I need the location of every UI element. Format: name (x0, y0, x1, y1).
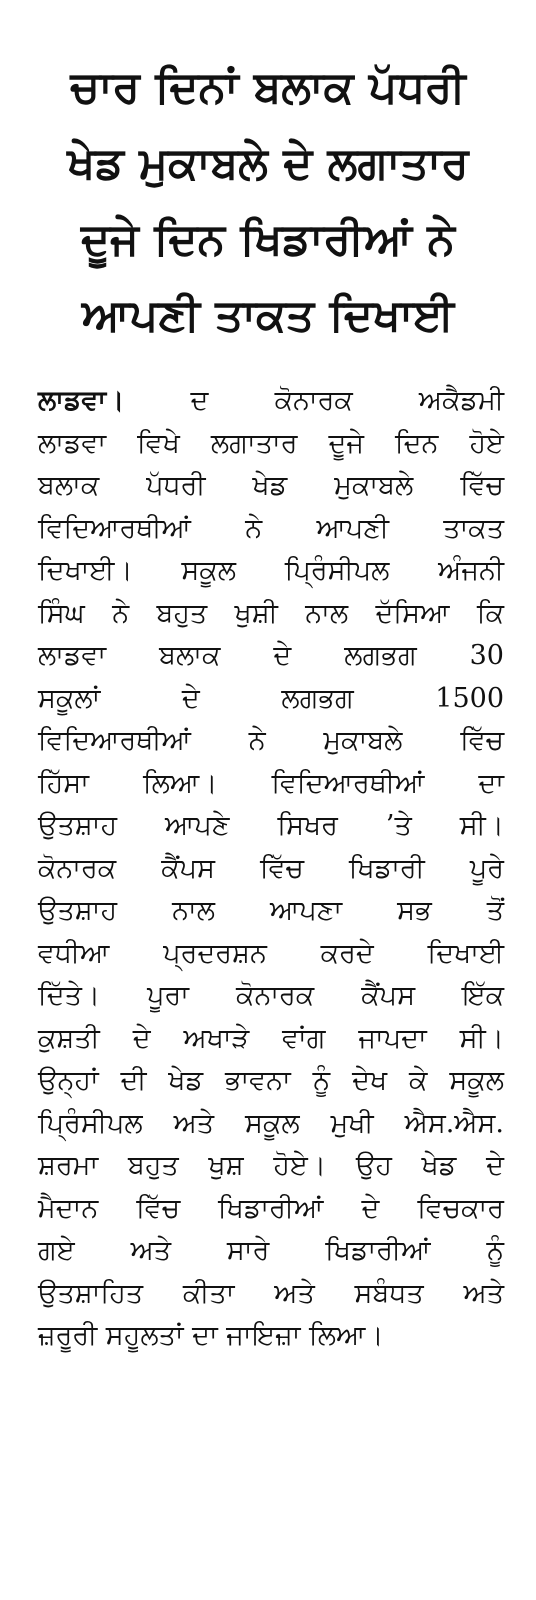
article-line: ਉਤਸ਼ਾਹਿਤ ਕੀਤਾ ਅਤੇ ਸਬੰਧਤ ਅਤੇ (38, 1277, 504, 1309)
article-line: ਉਤਸ਼ਾਹ ਆਪਣੇ ਸਿਖਰ ’ਤੇ ਸੀ। (38, 810, 504, 841)
article-line: ਸ਼ਰਮਾ ਬਹੁਤ ਖੁਸ਼ ਹੋਏ। ਉਹ ਖੇਡ ਦੇ (38, 1150, 504, 1181)
article-line: ਲਾਡਵਾ ਬਲਾਕ ਦੇ ਲਗਭਗ 30 (38, 640, 504, 671)
article-line: ਦਿੱਤੇ। ਪੂਰਾ ਕੋਨਾਰਕ ਕੈਂਪਸ ਇੱਕ (38, 980, 504, 1011)
article-line: ਲਾਡਵਾ ਵਿਖੇ ਲਗਾਤਾਰ ਦੂਜੇ ਦਿਨ ਹੋਏ (38, 427, 504, 459)
article-line: ਉਤਸ਼ਾਹ ਨਾਲ ਆਪਣਾ ਸਭ ਤੋਂ (38, 895, 504, 926)
article-line: ਦਿਖਾਈ। ਸਕੂਲ ਪ੍ਰਿੰਸੀਪਲ ਅੰਜਨੀ (38, 555, 504, 586)
headline-line: ਚਾਰ ਦਿਨਾਂ ਬਲਾਕ ਪੱਧਰੀ (70, 62, 466, 113)
article-line: ਸਕੂਲਾਂ ਦੇ ਲਗਭਗ 1500 (38, 682, 504, 714)
headline-line: ਖੇਡ ਮੁਕਾਬਲੇ ਦੇ ਲਗਾਤਾਰ (67, 138, 469, 189)
dateline: ਲਾਡਵਾ। (38, 385, 125, 416)
article-line: ਮੈਦਾਨ ਵਿੱਚ ਖਿਡਾਰੀਆਂ ਦੇ ਵਿਚਕਾਰ (38, 1192, 504, 1224)
article-line: ਹਿੱਸਾ ਲਿਆ। ਵਿਦਿਆਰਥੀਆਂ ਦਾ (38, 767, 504, 799)
article-line: ਵਿਦਿਆਰਥੀਆਂ ਨੇ ਆਪਣੀ ਤਾਕਤ (38, 512, 504, 544)
article-line: ਵਧੀਆ ਪ੍ਰਦਰਸ਼ਨ ਕਰਦੇ ਦਿਖਾਈ (38, 937, 504, 969)
article-line: ਜ਼ਰੂਰੀ ਸਹੂਲਤਾਂ ਦਾ ਜਾਇਜ਼ਾ ਲਿਆ। (38, 1320, 384, 1351)
article-line: ਕੁਸ਼ਤੀ ਦੇ ਅਖਾੜੇ ਵਾਂਗ ਜਾਪਦਾ ਸੀ। (38, 1022, 504, 1054)
article-body (38, 380, 504, 1358)
article-line: ਗਏ ਅਤੇ ਸਾਰੇ ਖਿਡਾਰੀਆਂ ਨੂੰ (38, 1235, 504, 1266)
headline-line: ਆਪਣੀ ਤਾਕਤ ਦਿਖਾਈ (81, 290, 455, 341)
article-line-text: ਦ ਕੋਨਾਰਕ ਅਕੈਡਮੀ (124, 385, 504, 416)
article-line: ਪ੍ਰਿੰਸੀਪਲ ਅਤੇ ਸਕੂਲ ਮੁਖੀ ਐਸ.ਐਸ. (38, 1107, 504, 1139)
article-line: ਸਿੰਘ ਨੇ ਬਹੁਤ ਖੁਸ਼ੀ ਨਾਲ ਦੱਸਿਆ ਕਿ (38, 597, 504, 629)
article-line: ਕੋਨਾਰਕ ਕੈਂਪਸ ਵਿੱਚ ਖਿਡਾਰੀ ਪੂਰੇ (38, 852, 504, 884)
article-line: ਵਿਦਿਆਰਥੀਆਂ ਨੇ ਮੁਕਾਬਲੇ ਵਿੱਚ (38, 725, 504, 756)
headline (24, 50, 512, 354)
article-line: ਉਨ੍ਹਾਂ ਦੀ ਖੇਡ ਭਾਵਨਾ ਨੂੰ ਦੇਖ ਕੇ ਸਕੂਲ (38, 1065, 504, 1096)
article-line (38, 380, 504, 423)
headline-line: ਦੂਜੇ ਦਿਨ ਖਿਡਾਰੀਆਂ ਨੇ (81, 214, 455, 265)
article-line: ਬਲਾਕ ਪੱਧਰੀ ਖੇਡ ਮੁਕਾਬਲੇ ਵਿੱਚ (38, 470, 504, 501)
